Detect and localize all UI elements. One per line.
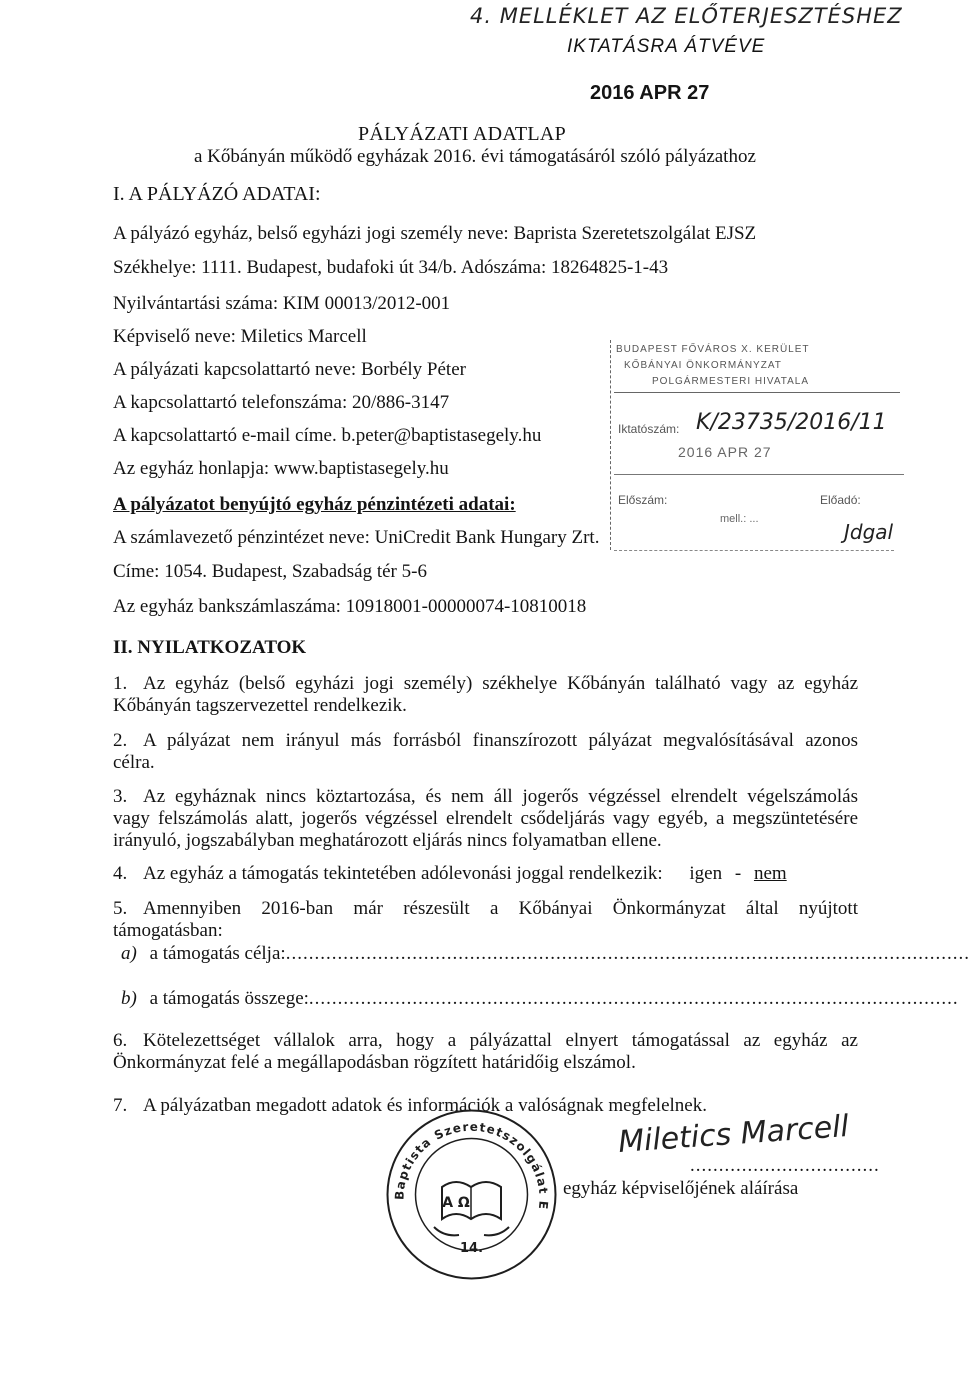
declaration-number: 7.: [113, 1095, 128, 1116]
stamp-reg-number: K/23735/2016/11: [696, 410, 887, 435]
option-separator: -: [734, 863, 742, 884]
received-stamp: IKTATÁSRA ÁTVÉVE: [567, 36, 766, 57]
declaration-text: Kötelezettséget vállalok arra, hogy a pályázattal elnyert támogatással az egyház az: [143, 1030, 858, 1051]
representative-signature: Miletics Marcell: [617, 1108, 850, 1161]
declaration-text: Az egyház a támogatás tekintetében adólevonási joggal rendelkezik:: [143, 863, 663, 884]
stamp-assigner-label: Előszám:: [618, 493, 668, 507]
option-yes: igen: [689, 863, 723, 884]
declaration-text: A pályázat nem irányul más forrásból finanszírozott pályázat megvalósításával azonos: [143, 730, 858, 751]
subitem-b-text: a támogatás összege:: [149, 988, 309, 1009]
declaration-item-3: [113, 786, 858, 852]
declaration-item-6: [113, 1030, 858, 1074]
applicant-seat-line: Székhelye: 1111. Budapest, budafoki út 34/b. Adószáma: 18264825-1-43: [113, 257, 669, 278]
applicant-registry-line: Nyilvántartási száma: KIM 00013/2012-001: [113, 293, 451, 314]
registration-stamp: [610, 340, 910, 580]
subitem-a-label: a): [121, 943, 137, 964]
page-subtitle: a Kőbányán működő egyházak 2016. évi támogatásáról szóló pályázathoz: [194, 146, 756, 167]
contact-email-line: A kapcsolattartó e-mail címe. b.peter@baptistasegely.hu: [113, 425, 542, 446]
declaration-item-2: [113, 730, 858, 774]
option-no-underlined: nem: [753, 863, 787, 884]
declaration-number: 1.: [113, 673, 128, 694]
section-heading-applicant: I. A PÁLYÁZÓ ADATAI:: [113, 183, 321, 205]
declaration-number: 5.: [113, 898, 128, 919]
seal-number: 14.: [459, 1241, 484, 1256]
subitem-a-text: a támogatás célja:: [149, 943, 286, 964]
subitem-b-label: b): [121, 988, 137, 1009]
bank-name-line: A számlavezető pénzintézet neve: UniCredit Bank Hungary Zrt.: [113, 527, 600, 548]
signature-dotted-line: .................................: [690, 1155, 880, 1176]
page-title: PÁLYÁZATI ADATLAP: [358, 123, 567, 145]
declaration-text: Az egyháznak nincs köztartozása, és nem áll jogerős végzéssel elrendelt végelszámolás: [143, 786, 858, 807]
seal-ring-text: Baptista Szeretetszolgálat E: [392, 1119, 551, 1211]
declaration-text-cont2: irányuló, jogszabályban meghatározott eljárás nincs folyamatban ellene.: [113, 830, 662, 851]
declaration-text-cont: célra.: [113, 752, 155, 773]
declaration-number: 6.: [113, 1030, 128, 1051]
seal-emblem-icon: [384, 1107, 559, 1282]
stamp-date: 2016 APR 27: [678, 444, 772, 460]
subitem-a: a) a támogatás célja:.......................................................................................................................: [121, 943, 970, 964]
contact-phone-line: A kapcsolattartó telefonszáma: 20/886-3147: [113, 392, 450, 413]
declaration-text-cont: vagy felszámolás alatt, jogerős végzéssel elrendelt csődeljárás vagy egyéb, a megszüntetésére: [113, 808, 858, 829]
representative-line: Képviselő neve: Miletics Marcell: [113, 326, 367, 347]
declaration-number: 4.: [113, 863, 128, 884]
received-date-stamp: 2016 APR 27: [590, 82, 710, 104]
seal-letters: A Ω: [442, 1195, 470, 1211]
declaration-item-4: [113, 863, 858, 885]
stamp-clerk-signature: Jdgal: [844, 520, 894, 544]
stamp-header-line2: KŐBÁNYAI ÖNKORMÁNYZAT: [624, 360, 782, 371]
declaration-item-5: [113, 898, 858, 942]
stamp-reg-label: Iktatószám:: [618, 422, 680, 436]
declaration-text-cont: Kőbányán tagszervezettel rendelkezik.: [113, 695, 407, 716]
declaration-text: A pályázatban megadott adatok és információk a valóságnak megfelelnek.: [143, 1095, 707, 1116]
handwritten-annex-note: 4. MELLÉKLET AZ ELŐTERJESZTÉSHEZ: [470, 4, 903, 28]
declaration-text-cont: támogatásban:: [113, 920, 223, 941]
declaration-text: Amennyiben 2016-ban már részesült a Kőbányai Önkormányzat által nyújtott: [143, 898, 858, 919]
bank-address-line: Címe: 1054. Budapest, Szabadság tér 5-6: [113, 561, 427, 582]
bank-details-heading: A pályázatot benyújtó egyház pénzintézeti adatai:: [113, 494, 516, 515]
organisation-seal: [384, 1107, 559, 1287]
applicant-name-line: A pályázó egyház, belső egyházi jogi személy neve: Baprista Szeretetszolgálat EJSZ: [113, 223, 757, 244]
signature-caption: egyház képviselőjének aláírása: [563, 1178, 799, 1199]
stamp-header-line3: POLGÁRMESTERI HIVATALA: [652, 376, 810, 387]
contact-name-line: A pályázati kapcsolattartó neve: Borbély Péter: [113, 359, 466, 380]
bank-account-line: Az egyház bankszámlaszáma: 10918001-00000074-10810018: [113, 596, 587, 617]
declaration-text: Az egyház (belső egyházi jogi személy) székhelye Kőbányán található vagy az egyház: [143, 673, 858, 694]
declaration-number: 3.: [113, 786, 128, 807]
stamp-attachment-label: mell.: ...: [720, 513, 759, 525]
declaration-number: 2.: [113, 730, 128, 751]
declaration-item-1: [113, 673, 858, 717]
stamp-clerk-label: Előadó:: [820, 493, 861, 507]
declaration-text-cont: Önkormányzat felé a megállapodásban rögzített határidőig elszámol.: [113, 1052, 636, 1073]
subitem-b: b) a támogatás összege:.................................................................................................................: [121, 988, 959, 1009]
section-heading-declarations: II. NYILATKOZATOK: [113, 637, 307, 658]
website-line: Az egyház honlapja: www.baptistasegely.hu: [113, 458, 449, 479]
stamp-header-line1: BUDAPEST FŐVÁROS X. KERÜLET: [616, 344, 810, 355]
